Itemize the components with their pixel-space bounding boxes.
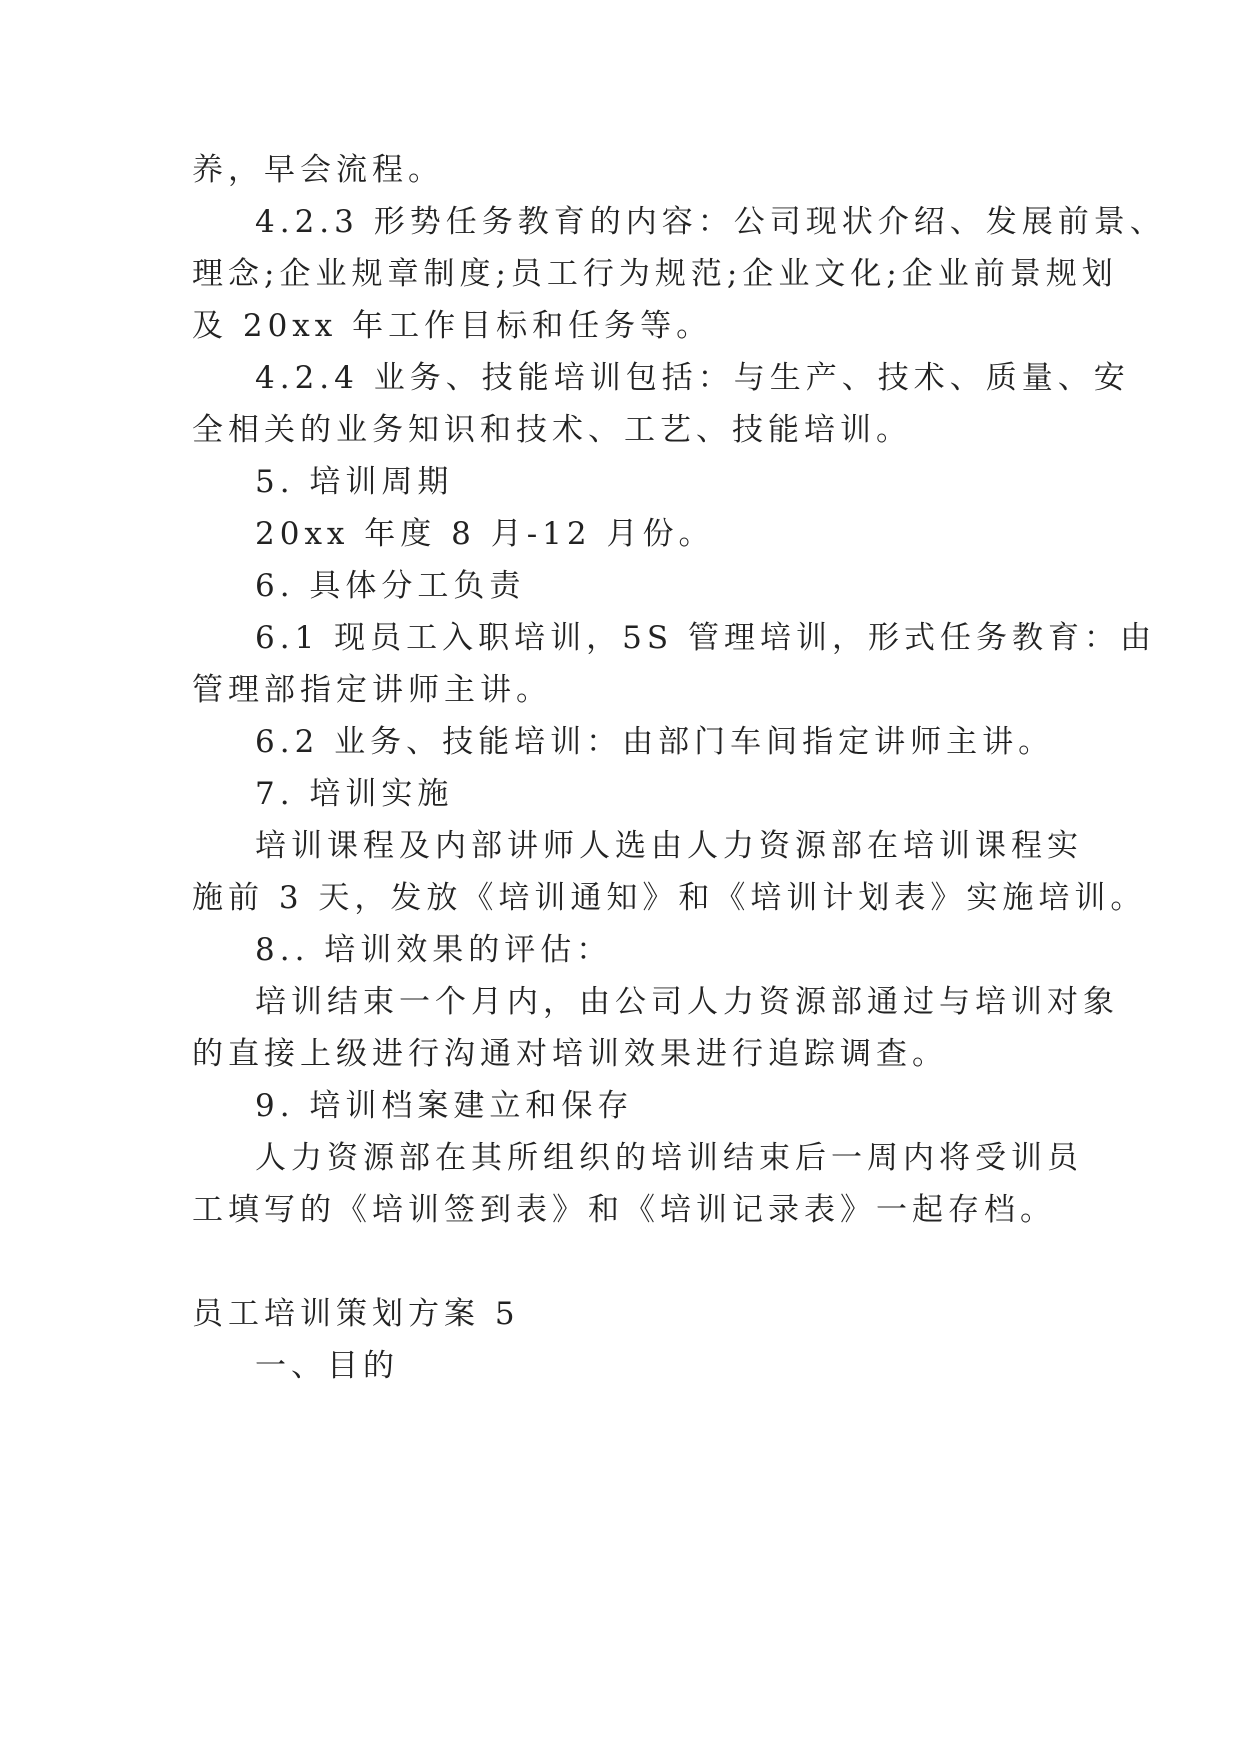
section-heading: 7. 培训实施 [255, 776, 454, 812]
text-line: 4.2.3 形势任务教育的内容：公司现状介绍、发展前景、 [255, 204, 1166, 240]
text-line: 施前 3 天，发放《培训通知》和《培训计划表》实施培训。 [192, 880, 1147, 916]
text-line: 培训结束一个月内，由公司人力资源部通过与培训对象 [255, 984, 1119, 1020]
text-line: 及 20xx 年工作目标和任务等。 [192, 308, 713, 344]
section-heading: 9. 培训档案建立和保存 [255, 1088, 634, 1124]
section-heading: 6. 具体分工负责 [255, 568, 526, 604]
section-heading: 5. 培训周期 [255, 464, 454, 500]
text-line: 养，早会流程。 [192, 152, 444, 188]
section-heading: 一、目的 [255, 1348, 399, 1384]
text-line: 4.2.4 业务、技能培训包括：与生产、技术、质量、安 [255, 360, 1130, 396]
text-line: 管理部指定讲师主讲。 [192, 672, 552, 708]
text-line: 的直接上级进行沟通对培训效果进行追踪调查。 [192, 1036, 948, 1072]
section-heading: 8.. 培训效果的评估： [255, 932, 613, 968]
text-line: 培训课程及内部讲师人选由人力资源部在培训课程实 [255, 828, 1083, 864]
text-line: 理念;企业规章制度;员工行为规范;企业文化;企业前景规划 [192, 256, 1118, 292]
text-line: 6.1 现员工入职培训，5S 管理培训，形式任务教育：由 [255, 620, 1156, 656]
text-line: 全相关的业务知识和技术、工艺、技能培训。 [192, 412, 912, 448]
text-line: 20xx 年度 8 月-12 月份。 [255, 516, 715, 552]
document-title: 员工培训策划方案 5 [192, 1296, 520, 1332]
text-line: 人力资源部在其所组织的培训结束后一周内将受训员 [255, 1140, 1083, 1176]
text-line: 工填写的《培训签到表》和《培训记录表》一起存档。 [192, 1192, 1056, 1228]
text-line: 6.2 业务、技能培训：由部门车间指定讲师主讲。 [255, 724, 1055, 760]
